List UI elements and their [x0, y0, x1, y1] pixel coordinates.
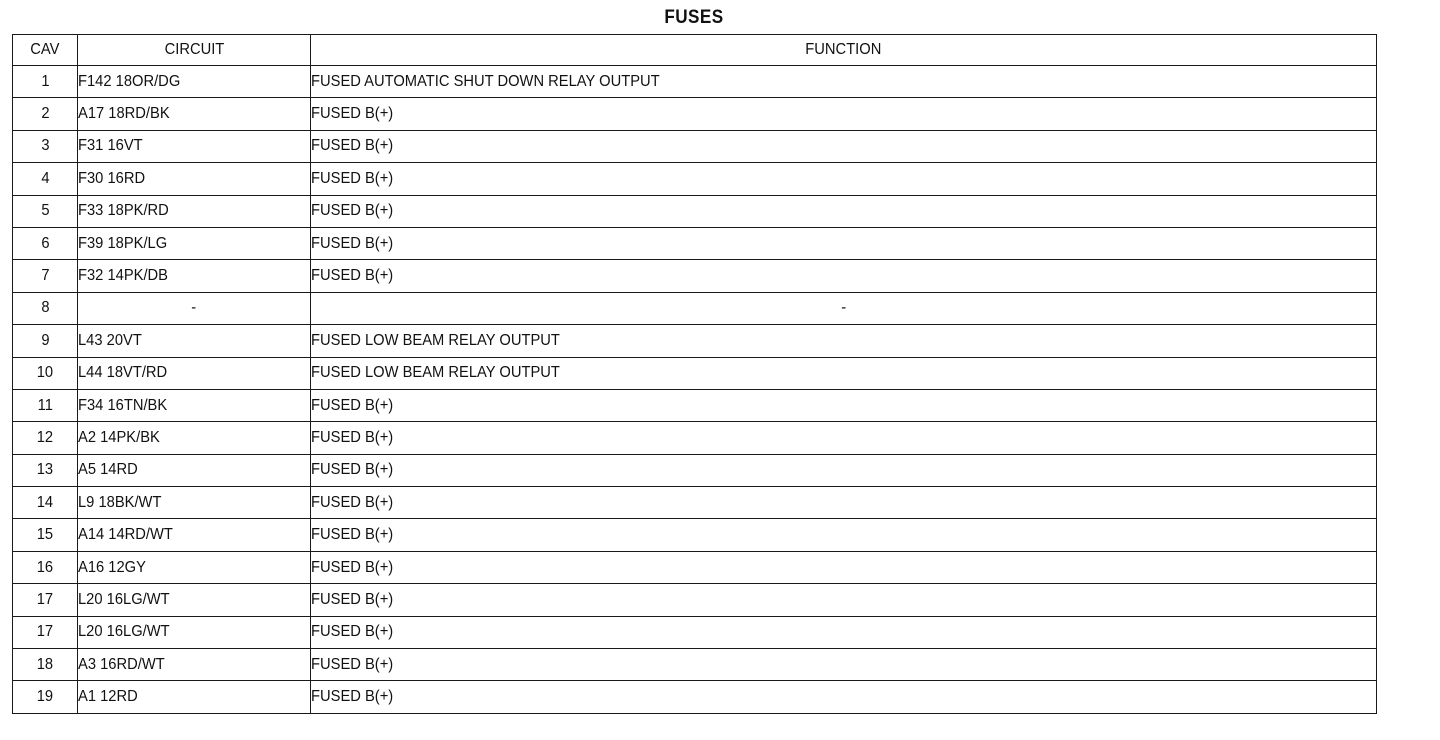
- cav-cell: [13, 584, 78, 616]
- cav-cell-text: 18: [36, 655, 54, 673]
- table-row: [13, 422, 1377, 454]
- circuit-cell-text: L9 18BK/WT: [78, 493, 162, 511]
- function-cell: [311, 519, 1377, 551]
- cav-cell-text: 15: [36, 526, 54, 544]
- table-header: [13, 35, 1377, 66]
- circuit-cell: [78, 227, 311, 259]
- table-row: [13, 389, 1377, 421]
- function-cell: [311, 292, 1377, 324]
- function-cell-text: FUSED B(+): [311, 493, 394, 511]
- function-cell-text: FUSED AUTOMATIC SHUT DOWN RELAY OUTPUT: [311, 72, 660, 90]
- circuit-cell: [78, 130, 311, 162]
- circuit-cell: [78, 195, 311, 227]
- cav-cell: [13, 551, 78, 583]
- function-cell: [311, 130, 1377, 162]
- circuit-cell: [78, 422, 311, 454]
- function-cell-text: FUSED B(+): [311, 396, 394, 414]
- circuit-cell: [78, 519, 311, 551]
- cav-cell: [13, 389, 78, 421]
- circuit-cell: [78, 98, 311, 130]
- circuit-cell: [78, 325, 311, 357]
- cav-cell-text: 10: [36, 364, 54, 382]
- function-cell-text: FUSED B(+): [311, 202, 394, 220]
- cav-header-label: CAV: [30, 41, 60, 58]
- function-cell: [311, 551, 1377, 583]
- circuit-cell: [78, 584, 311, 616]
- cav-cell-text: 17: [36, 590, 54, 608]
- function-cell: [311, 195, 1377, 227]
- cav-cell-text: 13: [36, 461, 54, 479]
- circuit-cell: [78, 389, 311, 421]
- cav-cell: [13, 227, 78, 259]
- table-row: [13, 325, 1377, 357]
- cav-cell: [13, 422, 78, 454]
- function-cell: [311, 227, 1377, 259]
- table-row: [13, 519, 1377, 551]
- circuit-cell-text: F142 18OR/DG: [78, 72, 181, 90]
- cav-cell-text: 14: [36, 493, 54, 511]
- table-row: [13, 454, 1377, 486]
- table-row: [13, 681, 1377, 713]
- function-cell: [311, 681, 1377, 713]
- cav-cell: [13, 487, 78, 519]
- table-row: [13, 584, 1377, 616]
- function-cell: [311, 649, 1377, 681]
- circuit-cell-text: A2 14PK/BK: [78, 428, 160, 446]
- circuit-cell: [78, 616, 311, 648]
- function-cell: [311, 357, 1377, 389]
- table-row: [13, 649, 1377, 681]
- circuit-cell-text: L20 16LG/WT: [78, 590, 170, 608]
- function-cell-text: FUSED B(+): [311, 461, 394, 479]
- circuit-cell-text: L43 20VT: [78, 331, 142, 349]
- cav-cell: [13, 357, 78, 389]
- cav-cell-text: 7: [40, 267, 50, 285]
- table-row: [13, 616, 1377, 648]
- circuit-cell-text: A5 14RD: [78, 461, 138, 479]
- cav-cell-text: 12: [36, 428, 54, 446]
- function-cell: [311, 454, 1377, 486]
- cav-cell: [13, 292, 78, 324]
- cav-cell-text: 6: [40, 234, 50, 252]
- function-cell: [311, 260, 1377, 292]
- circuit-cell: [78, 681, 311, 713]
- cav-cell: [13, 163, 78, 195]
- cav-cell: [13, 195, 78, 227]
- cav-cell-text: 5: [40, 202, 50, 220]
- function-cell-text: FUSED B(+): [311, 234, 394, 252]
- cav-cell-text: 1: [40, 72, 50, 90]
- table-row: [13, 227, 1377, 259]
- circuit-cell: [78, 357, 311, 389]
- function-cell: [311, 487, 1377, 519]
- table-row: [13, 260, 1377, 292]
- circuit-cell: [78, 551, 311, 583]
- function-cell: [311, 325, 1377, 357]
- table-row: [13, 551, 1377, 583]
- circuit-cell: [78, 454, 311, 486]
- function-cell-text: FUSED B(+): [311, 623, 394, 641]
- cav-cell-text: 8: [40, 299, 50, 317]
- circuit-cell: [78, 163, 311, 195]
- header-row: [13, 35, 1377, 66]
- cav-cell: [13, 681, 78, 713]
- circuit-cell-text: F31 16VT: [78, 137, 143, 155]
- circuit-cell: [78, 66, 311, 98]
- function-cell-text: FUSED B(+): [311, 137, 394, 155]
- circuit-cell-text: A14 14RD/WT: [78, 526, 173, 544]
- cav-cell: [13, 519, 78, 551]
- cav-cell: [13, 616, 78, 648]
- circuit-cell-text: F39 18PK/LG: [78, 234, 168, 252]
- fuses-table: [12, 34, 1377, 714]
- function-cell: [311, 616, 1377, 648]
- cav-cell-text: 17: [36, 623, 54, 641]
- circuit-cell-text: F30 16RD: [78, 169, 146, 187]
- circuit-cell-text: -: [191, 299, 197, 317]
- function-cell-text: FUSED B(+): [311, 590, 394, 608]
- circuit-cell: [78, 487, 311, 519]
- circuit-cell: [78, 260, 311, 292]
- function-cell: [311, 163, 1377, 195]
- function-cell-text: FUSED B(+): [311, 428, 394, 446]
- table-row: [13, 195, 1377, 227]
- circuit-cell-text: F34 16TN/BK: [78, 396, 168, 414]
- function-cell: [311, 389, 1377, 421]
- table-row: [13, 487, 1377, 519]
- table-row: [13, 357, 1377, 389]
- table-row: [13, 98, 1377, 130]
- function-cell-text: FUSED B(+): [311, 105, 394, 123]
- cav-cell: [13, 98, 78, 130]
- cav-cell-text: 19: [36, 688, 54, 706]
- circuit-cell-text: A16 12GY: [78, 558, 146, 576]
- cav-cell: [13, 130, 78, 162]
- circuit-cell-text: F33 18PK/RD: [78, 202, 169, 220]
- function-cell-text: FUSED LOW BEAM RELAY OUTPUT: [311, 331, 560, 349]
- table-row: [13, 66, 1377, 98]
- function-header-label: FUNCTION: [805, 41, 882, 58]
- cav-cell-text: 2: [40, 105, 50, 123]
- function-cell-text: FUSED B(+): [311, 526, 394, 544]
- table-row: [13, 292, 1377, 324]
- circuit-cell-text: L44 18VT/RD: [78, 364, 168, 382]
- circuit-cell-text: A1 12RD: [78, 688, 138, 706]
- table-body: [13, 66, 1377, 714]
- cav-cell: [13, 66, 78, 98]
- circuit-column-header: [78, 35, 311, 66]
- circuit-cell: [78, 292, 311, 324]
- table-row: [13, 163, 1377, 195]
- function-cell-text: FUSED B(+): [311, 558, 394, 576]
- cav-cell: [13, 325, 78, 357]
- circuit-cell-text: F32 14PK/DB: [78, 267, 169, 285]
- function-column-header: [311, 35, 1377, 66]
- circuit-cell-text: A17 18RD/BK: [78, 105, 170, 123]
- cav-column-header: [13, 35, 78, 66]
- document-title: FUSES: [664, 7, 724, 28]
- function-cell: [311, 584, 1377, 616]
- cav-cell-text: 4: [40, 169, 50, 187]
- circuit-header-label: CIRCUIT: [164, 41, 224, 58]
- cav-cell: [13, 454, 78, 486]
- cav-cell: [13, 260, 78, 292]
- cav-cell: [13, 649, 78, 681]
- function-cell-text: FUSED B(+): [311, 267, 394, 285]
- circuit-cell-text: A3 16RD/WT: [78, 655, 165, 673]
- function-cell: [311, 66, 1377, 98]
- cav-cell-text: 11: [37, 396, 53, 414]
- circuit-cell: [78, 649, 311, 681]
- function-cell-text: FUSED B(+): [311, 688, 394, 706]
- circuit-cell-text: L20 16LG/WT: [78, 623, 170, 641]
- function-cell-text: FUSED B(+): [311, 655, 394, 673]
- function-cell: [311, 98, 1377, 130]
- function-cell: [311, 422, 1377, 454]
- function-cell-text: FUSED LOW BEAM RELAY OUTPUT: [311, 364, 560, 382]
- function-cell-text: FUSED B(+): [311, 169, 394, 187]
- cav-cell-text: 16: [36, 558, 54, 576]
- cav-cell-text: 9: [40, 331, 50, 349]
- table-row: [13, 130, 1377, 162]
- cav-cell-text: 3: [40, 137, 50, 155]
- function-cell-text: -: [841, 299, 846, 317]
